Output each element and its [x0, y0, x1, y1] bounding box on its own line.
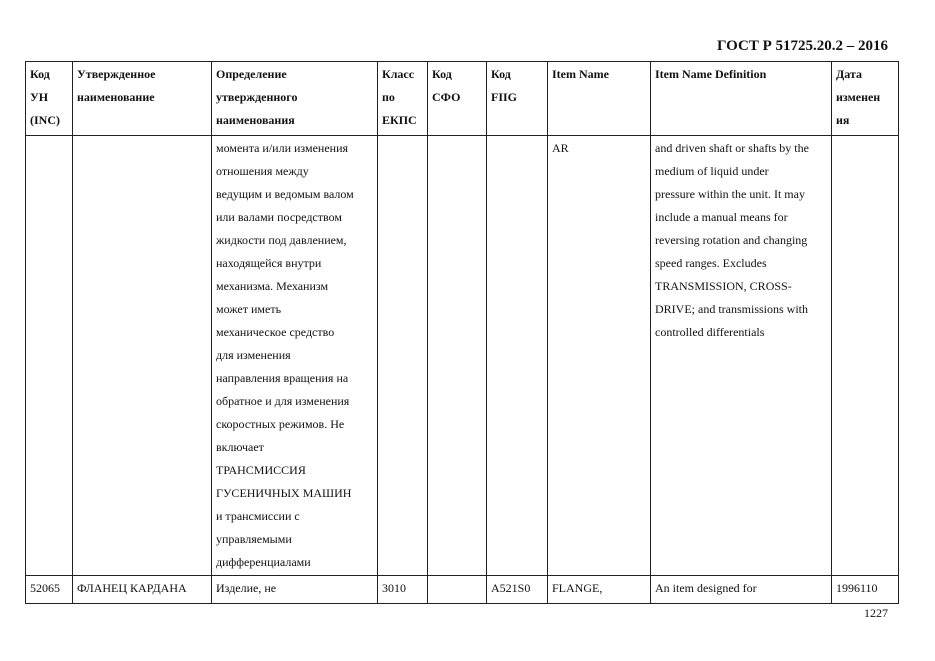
text-line: include a manual means for	[655, 210, 788, 224]
text-line: Класс	[382, 67, 415, 81]
text-line: механизма. Механизм	[216, 279, 329, 293]
text-line: утвержденного	[216, 90, 298, 104]
text-line: ЕКПС	[382, 113, 417, 127]
text-line: Код	[432, 67, 452, 81]
cell-sfo-code	[428, 136, 487, 576]
text-line: reversing rotation and changing	[655, 233, 808, 247]
cell-fiig-code: A521S0	[487, 576, 548, 604]
header-fiig-code	[487, 62, 548, 136]
text-line: скоростных режимов. Не	[216, 417, 345, 431]
text-line: наименование	[77, 90, 155, 104]
text-line: жидкости под давлением,	[216, 233, 347, 247]
table-row	[26, 576, 899, 604]
cell-approved-name	[73, 136, 212, 576]
text-line: Дата	[836, 67, 862, 81]
text-line: момента и/или изменения	[216, 141, 349, 155]
cell-approved-name: ФЛАНЕЦ КАРДАНА	[73, 576, 212, 604]
text-line: ТРАНСМИССИЯ	[216, 463, 306, 477]
text-line: speed ranges. Excludes	[655, 256, 767, 270]
header-item-name-definition	[651, 62, 832, 136]
cell-item-name-definition	[651, 136, 832, 576]
text-line: СФО	[432, 90, 461, 104]
text-line: направления вращения на	[216, 371, 349, 385]
text-line: отношения между	[216, 164, 309, 178]
cell-change-date	[832, 136, 899, 576]
nomenclature-table	[25, 61, 899, 604]
text-line: и трансмиссии с	[216, 509, 300, 523]
text-line: по	[382, 90, 395, 104]
text-line: ГУСЕНИЧНЫХ МАШИН	[216, 486, 352, 500]
text-line: ведущим и ведомым валом	[216, 187, 354, 201]
header-definition	[212, 62, 378, 136]
text-line: ия	[836, 113, 850, 127]
cell-inc: 52065	[26, 576, 73, 604]
page-number: 1227	[864, 606, 888, 620]
text-line: Item Name Definition	[655, 67, 767, 81]
header-ekps-class	[378, 62, 428, 136]
text-line: изменен	[836, 90, 881, 104]
cell-change-date: 1996110	[832, 576, 899, 604]
document-standard-title: ГОСТ Р 51725.20.2 – 2016	[716, 38, 888, 54]
text-line: обратное и для изменения	[216, 394, 350, 408]
table-row	[26, 136, 899, 576]
text-line: DRIVE; and transmissions with	[655, 302, 808, 316]
table-header-row	[26, 62, 899, 136]
header-inc	[26, 62, 73, 136]
text-line: включает	[216, 440, 264, 454]
text-line: FIIG	[491, 90, 518, 104]
cell-definition	[212, 136, 378, 576]
header-approved-name	[73, 62, 212, 136]
text-line: (INC)	[30, 113, 60, 127]
cell-item-name: AR	[548, 136, 651, 576]
text-line: pressure within the unit. It may	[655, 187, 805, 201]
cell-item-name: FLANGE,	[548, 576, 651, 604]
text-line: medium of liquid under	[655, 164, 769, 178]
text-line: наименования	[216, 113, 295, 127]
text-line: механическое средство	[216, 325, 335, 339]
cell-item-name-definition: An item designed for	[651, 576, 832, 604]
header-sfo-code	[428, 62, 487, 136]
header-change-date	[832, 62, 899, 136]
text-line: УН	[30, 90, 49, 104]
text-line: TRANSMISSION, CROSS-	[655, 279, 792, 293]
text-line: может иметь	[216, 302, 282, 316]
text-line: Item Name	[552, 67, 609, 81]
cell-ekps-class: 3010	[378, 576, 428, 604]
text-line: или валами посредством	[216, 210, 342, 224]
header-item-name	[548, 62, 651, 136]
text-line: Код	[30, 67, 50, 81]
cell-definition: Изделие, не	[212, 576, 378, 604]
text-line: Утвержденное	[77, 67, 156, 81]
text-line: and driven shaft or shafts by the	[655, 141, 809, 155]
cell-fiig-code	[487, 136, 548, 576]
text-line: controlled differentials	[655, 325, 765, 339]
text-line: управляемыми	[216, 532, 292, 546]
text-line: находящейся внутри	[216, 256, 322, 270]
cell-sfo-code	[428, 576, 487, 604]
text-line: дифференциалами	[216, 555, 311, 569]
cell-ekps-class	[378, 136, 428, 576]
text-line: Определение	[216, 67, 287, 81]
cell-inc	[26, 136, 73, 576]
text-line: для изменения	[216, 348, 291, 362]
text-line: Код	[491, 67, 511, 81]
